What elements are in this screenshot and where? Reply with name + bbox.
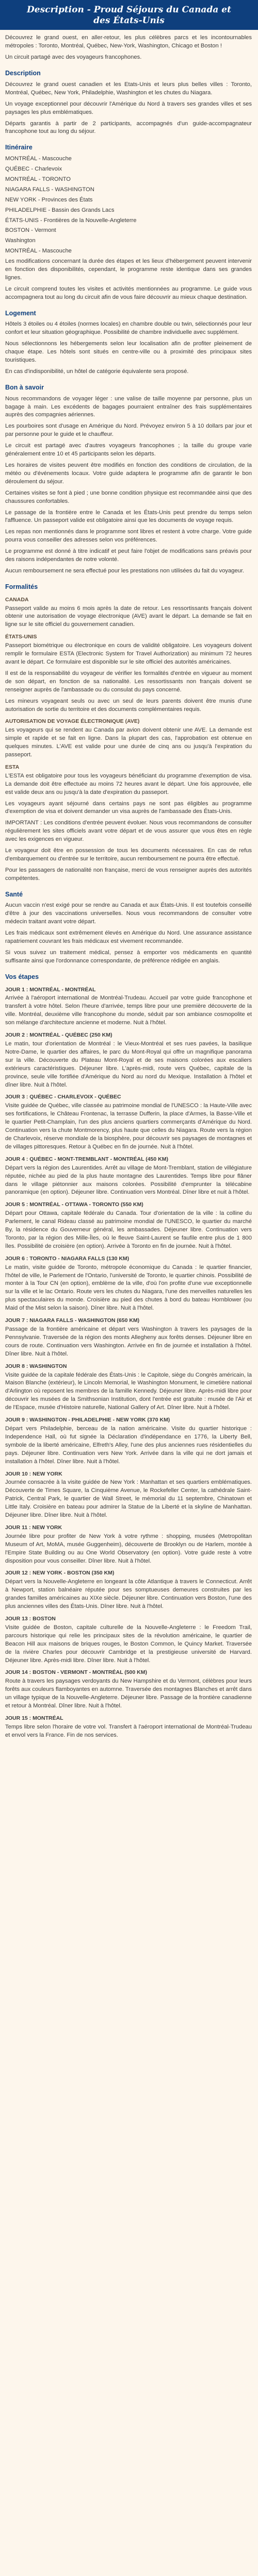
description-paragraph: Départs garantis à partir de 2 participants, accompagnés d'un guide-accompagnateur francophone tout au long du séjour. — [5, 120, 252, 135]
formalities-subheading: AUTORISATION DE VOYAGE ÉLECTRONIQUE (AVE) — [5, 718, 140, 725]
itinerary-list — [5, 155, 252, 256]
main-content — [0, 30, 258, 1748]
lodging-paragraph: Hôtels 3 étoiles ou 4 étoiles (normes locales) en chambre double ou twin, sélectionnés pour leur confort et leur situation géographique. Possibilité de chambre individuelle avec supplément. — [5, 321, 252, 336]
itinerary-line: MONTRÉAL - TORONTO — [5, 176, 71, 182]
good-to-know-paragraph: Les pourboires sont d'usage en Amérique du Nord. Prévoyez environ 5 à 10 dollars par jour et par personne pour le guide et le chauffeur. — [5, 423, 252, 438]
lodging-paragraph: Nous sélectionnons les hébergements selon leur localisation afin de profiter pleinement de chaque étape. Les hôtels sont situés en centre-ville ou à proximité des principaux sites touristiques. — [5, 341, 252, 364]
stage-description: Passage de la frontière américaine et départ vers Washington à travers les paysages de la Pennsylvanie. Traversée de la région des monts Allegheny aux forêts denses. Déjeuner libre en cours de route. Continuation vers Washington. Arrivée en fin de journée et installation à l'hôtel. Dîner libre. Nuit à l'hôtel. — [5, 1326, 252, 1357]
formalities-paragraph: Le voyageur doit être en possession de tous les documents nécessaires. En cas de refus d'embarquement ou d'entrée sur le territoire, aucun remboursement ne pourra être effectué. — [5, 848, 252, 862]
page-title-line-2: des États-Unis — [93, 15, 165, 26]
stage-description: Visite guidée de Boston, capitale culturelle de la Nouvelle-Angleterre : le Freedom Trail, parcours historique qui relie les principaux sites de la révolution américaine, le quartier de Beacon Hill aux maisons de briques rouges, le Boston Common, le Quincy Market. Traversée de la rivière Charles pour découvrir Cambridge et la prestigieuse université de Harvard. Déjeuner libre. Après-midi libre. Dîner libre. Nuit à l'hôtel. — [5, 1624, 252, 1664]
stage-description: Le matin, tour d'orientation de Montréal : le Vieux-Montréal et ses rues pavées, la basilique Notre-Dame, le quartier des affaires, le parc du Mont-Royal qui offre un magnifique panorama sur la ville. Découverte du Plateau Mont-Royal et de ses maisons colorées aux escaliers extérieurs caractéristiques. Déjeuner libre. L'après-midi, route vers Québec, capitale de la province, seule ville fortifiée d'Amérique du Nord au nord du Mexique. Installation à l'hôtel et dîner libre. Nuit à l'hôtel. — [5, 1041, 252, 1088]
formalities-subheading: CANADA — [5, 596, 29, 603]
itinerary-paragraph: Le circuit comprend toutes les visites et activités mentionnées au programme. Le guide vous accompagnera tout au long du circuit afin de vous faire découvrir au mieux chaque destination. — [5, 285, 252, 300]
description-paragraph: Un voyage exceptionnel pour découvrir l'Amérique du Nord à travers ses grandes villes et ses paysages les plus emblématiques. — [5, 100, 252, 115]
formalities-paragraph: Il est de la responsabilité du voyageur de vérifier les formalités d'entrée en vigueur au moment de son départ, en fonction de sa nationalité. Les ressortissants non français doivent se renseigner auprès de l'ambassade ou du consulat du pays concerné. — [5, 670, 252, 693]
stage-description: Visite guidée de la capitale fédérale des États-Unis : le Capitole, siège du Congrès américain, la Maison Blanche (extérieur), le Lincoln Memorial, le Washington Monument, le cimetière national d'Arlington où reposent les membres de la famille Kennedy. Déjeuner libre. Après-midi libre pour découvrir les musées de la Smithsonian Institution, dont l'entrée est gratuite : musée de l'Air et de l'Espace, musée d'Histoire naturelle, National Gallery of Art. Dîner libre. Nuit à l'hôtel. — [5, 1371, 252, 1411]
itinerary-line: BOSTON - Vermont — [5, 227, 56, 234]
section-title-stages: Vos étapes — [5, 973, 39, 980]
formalities-paragraph: Les voyageurs ayant séjourné dans certains pays ne sont pas éligibles au programme d'exemption de visa et doivent demander un visa auprès de l'ambassade des États-Unis. — [5, 800, 252, 815]
page-title — [0, 5, 258, 26]
section-title-description: Description — [5, 70, 41, 77]
stage-title: JOUR 10 : NEW YORK — [5, 1470, 62, 1477]
good-to-know-paragraph: Le programme est donné à titre indicatif et peut faire l'objet de modifications sans préavis pour des raisons indépendantes de notre volonté. — [5, 548, 252, 563]
good-to-know-paragraph: Les repas non mentionnés dans le programme sont libres et restent à votre charge. Votre guide pourra vous conseiller des adresses selon vos préférences. — [5, 529, 252, 544]
stage-description: Départ vers Philadelphie, berceau de la nation américaine. Visite du quartier historique : Independence Hall, où fut signée la Déclaration d'indépendance en 1776, la Liberty Bell, symbole de la liberté américaine, Elfreth's Alley, l'une des plus anciennes rues résidentielles du pays. Déjeuner libre. Continuation vers New York. Arrivée dans la ville qui ne dort jamais et installation à l'hôtel. Dîner libre. Nuit à l'hôtel. — [5, 1425, 252, 1465]
health-paragraph: Si vous suivez un traitement médical, pensez à emporter vos médicaments en quantité suffisante ainsi que l'ordonnance correspondante, de préférence rédigée en anglais. — [5, 950, 252, 964]
formalities-subheading: ESTA — [5, 764, 20, 770]
stage-title: JOUR 8 : WASHINGTON — [5, 1363, 67, 1369]
stage-description: Arrivée à l'aéroport international de Montréal-Trudeau. Accueil par votre guide francophone et transfert à votre hôtel. Selon l'heure d'arrivée, temps libre pour une première découverte de la ville. Montréal, deuxième ville francophone du monde, séduit par son ambiance cosmopolite et son mélange d'architecture ancienne et moderne. Nuit à l'hôtel. — [5, 995, 252, 1026]
itinerary-line: ÉTATS-UNIS - Frontières de la Nouvelle-Angleterre — [5, 217, 137, 224]
stage-title: JOUR 5 : MONTRÉAL - OTTAWA - TORONTO (550 KM) — [5, 1201, 143, 1208]
description-paragraph: Découvrez le grand ouest canadien et les Etats-Unis et leurs plus belles villes : Toronto, Montréal, Québec, New York, Philadelphie, Washington et les chutes du Niagara. — [5, 81, 252, 96]
stage-description: Départ vers la région des Laurentides. Arrêt au village de Mont-Tremblant, station de villégiature réputée, nichée au pied de la plus haute montagne des Laurentides. Temps libre pour flâner dans le village piétonnier aux maisons colorées. Possibilité d'emprunter la télécabine panoramique (en option). Déjeuner libre. Continuation vers Montréal. Dîner libre et nuit à l'hôtel. — [5, 1164, 252, 1196]
page-banner — [0, 0, 258, 30]
good-to-know-paragraph: Le circuit est partagé avec d'autres voyageurs francophones ; la taille du groupe varie généralement entre 10 et 45 participants selon les départs. — [5, 443, 252, 457]
section-title-itinerary: Itinéraire — [5, 144, 33, 151]
stage-description: Départ pour Ottawa, capitale fédérale du Canada. Tour d'orientation de la ville : la colline du Parlement, le canal Rideau classé au patrimoine mondial de l'UNESCO, le quartier du marché By, la résidence du Gouverneur général, les ambassades. Déjeuner libre. Continuation vers Toronto, par la région des Mille-Îles, où le fleuve Saint-Laurent se faufile entre plus de 1 800 îles. Possibilité de croisière (en option). Arrivée à Toronto en fin de journée. Nuit à l'hôtel. — [5, 1210, 252, 1249]
stage-title: JOUR 11 : NEW YORK — [5, 1524, 62, 1531]
intro-paragraph: Un circuit partagé avec des voyageurs francophones. — [5, 54, 142, 61]
section-title-lodging: Logement — [5, 309, 36, 317]
itinerary-line: MONTRÉAL - Mascouche — [5, 156, 72, 162]
stage-title: JOUR 3 : QUÉBEC - CHARLEVOIX - QUÉBEC — [5, 1094, 121, 1100]
formalities-paragraph: Passeport biométrique ou électronique en cours de validité obligatoire. Les voyageurs doivent remplir le formulaire ESTA (Electronic System for Travel Authorization) au minimum 72 heures avant le départ. Ce formulaire est disponible sur le site officiel des autorités américaines. — [5, 642, 252, 665]
health-paragraph: Les frais médicaux sont extrêmement élevés en Amérique du Nord. Une assurance assistance rapatriement couvrant les frais médicaux est vivement recommandée. — [5, 930, 252, 945]
section-title-formalities: Formalités — [5, 583, 38, 590]
itinerary-line: NEW YORK - Provinces des États — [5, 196, 93, 203]
formalities-paragraph: Les voyageurs qui se rendent au Canada par avion doivent obtenir une AVE. La demande est simple et rapide et se fait en ligne. Dans la plupart des cas, l'approbation est obtenue en quelques minutes. L'AVE est valide pour une durée de cinq ans ou jusqu'à l'expiration du passeport. — [5, 727, 252, 758]
stage-description: Temps libre selon l'horaire de votre vol. Transfert à l'aéroport international de Montréal-Trudeau et envol vers la France. Fin de nos services. — [5, 1723, 252, 1738]
health-paragraph: Aucun vaccin n'est exigé pour se rendre au Canada et aux États-Unis. Il est toutefois conseillé d'être à jour des vaccinations universelles. Nous vous recommandons de consulter votre médecin traitant avant votre départ. — [5, 902, 252, 925]
page-title-line-1: Description - Proud Séjours du Canada et — [27, 5, 231, 15]
good-to-know-paragraph: Les horaires de visites peuvent être modifiés en fonction des conditions de circulation, de la météo ou d'événements locaux. Votre guide adaptera le programme afin de garantir le bon déroulement du séjour. — [5, 462, 252, 485]
formalities-paragraph: Passeport valide au moins 6 mois après la date de retour. Les ressortissants français doivent obtenir une autorisation de voyage électronique (AVE) avant le départ. La demande se fait en ligne sur le site officiel du gouvernement canadien. — [5, 605, 252, 628]
section-title-health: Santé — [5, 890, 23, 898]
stage-title: JOUR 14 : BOSTON - VERMONT - MONTRÉAL (500 KM) — [5, 1669, 147, 1676]
good-to-know-paragraph: Nous recommandons de voyager léger : une valise de taille moyenne par personne, plus un bagage à main. Les excédents de bagages pourraient entraîner des frais supplémentaires auprès des compagnies aériennes. — [5, 395, 252, 418]
stage-description: Journée consacrée à la visite guidée de New York : Manhattan et ses quartiers emblématiques. Découverte de Times Square, la Cinquième Avenue, le Rockefeller Center, la cathédrale Saint-Patrick, Central Park, le quartier de Wall Street, le mémorial du 11 septembre, Chinatown et Little Italy. Croisière en bateau pour admirer la Statue de la Liberté et la skyline de Manhattan. Déjeuner libre. Dîner libre. Nuit à l'hôtel. — [5, 1479, 252, 1519]
stage-title: JOUR 13 : BOSTON — [5, 1616, 56, 1622]
stage-title: JOUR 12 : NEW YORK - BOSTON (350 KM) — [5, 1570, 115, 1577]
itinerary-line: Washington — [5, 238, 36, 244]
formalities-paragraph: Les mineurs voyageant seuls ou avec un seul de leurs parents doivent être munis d'une autorisation de sortie du territoire et des documents complémentaires requis. — [5, 698, 252, 713]
stage-description: Route à travers les paysages verdoyants du New Hampshire et du Vermont, célèbres pour leurs forêts aux couleurs flamboyantes en automne. Traversée des montagnes Blanches et arrêt dans un village typique de la Nouvelle-Angleterre. Déjeuner libre. Passage de la frontière canadienne et retour à Montréal. Dîner libre. Nuit à l'hôtel. — [5, 1678, 252, 1709]
itinerary-line: MONTRÉAL - Mascouche — [5, 248, 72, 255]
stage-title: JOUR 7 : NIAGARA FALLS - WASHINGTON (650 KM) — [5, 1317, 140, 1324]
stage-description: Journée libre pour profiter de New York à votre rythme : shopping, musées (Metropolitan Museum of Art, MoMA, musée Guggenheim), découverte de Brooklyn ou de Harlem, montée à l'Empire State Building ou au One World Observatory (en option). Votre guide reste à votre disposition pour vous conseiller. Dîner libre. Nuit à l'hôtel. — [5, 1533, 252, 1564]
itinerary-line: NIAGARA FALLS - WASHINGTON — [5, 186, 94, 193]
stage-title: JOUR 1 : MONTRÉAL - MONTRÉAL — [5, 986, 96, 993]
stage-description: Visite guidée de Québec, ville classée au patrimoine mondial de l'UNESCO : la Haute-Ville avec ses fortifications, le Château Frontenac, la terrasse Dufferin, la place d'Armes, la Basse-Ville et le quartier Petit-Champlain, l'un des plus anciens quartiers commerçants d'Amérique du Nord. Continuation vers la chute Montmorency, plus haute que celles du Niagara. Route vers la région de Charlevoix, réserve mondiale de la biosphère, pour découvrir ses paysages de montagnes et de villages pittoresques. Retour à Québec en fin de journée. Nuit à l'hôtel. — [5, 1103, 252, 1150]
itinerary-line: PHILADELPHIE - Bassin des Grands Lacs — [5, 207, 115, 213]
stage-title: JOUR 9 : WASHINGTON - PHILADELPHIE - NEW YORK (370 KM) — [5, 1417, 170, 1423]
formalities-paragraph: IMPORTANT : Les conditions d'entrée peuvent évoluer. Nous vous recommandons de consulter régulièrement les sites officiels avant votre départ et de vous assurer que vous êtes en règle avec les exigences en vigueur. — [5, 820, 252, 843]
section-title-good-to-know: Bon à savoir — [5, 383, 44, 391]
good-to-know-paragraph: Le passage de la frontière entre le Canada et les États-Unis peut prendre du temps selon l'affluence. Un passeport valide est obligatoire ainsi que les documents de voyage requis. — [5, 509, 252, 524]
stage-title: JOUR 6 : TORONTO - NIAGARA FALLS (130 KM) — [5, 1255, 130, 1262]
stage-title: JOUR 4 : QUÉBEC - MONT-TREMBLANT - MONTRÉAL (450 KM) — [5, 1156, 168, 1162]
stage-title: JOUR 15 : MONTRÉAL — [5, 1715, 63, 1721]
formalities-paragraph: L'ESTA est obligatoire pour tous les voyageurs bénéficiant du programme d'exemption de visa. La demande doit être effectuée au moins 72 heures avant le départ. Une fois approuvée, elle est valide deux ans ou jusqu'à la date d'expiration du passeport. — [5, 772, 252, 795]
itinerary-line: QUÉBEC - Charlevoix — [5, 166, 62, 173]
formalities-subheading: ÉTATS-UNIS — [5, 634, 37, 640]
good-to-know-paragraph: Aucun remboursement ne sera effectué pour les prestations non utilisées du fait du voyageur. — [5, 567, 245, 574]
formalities-paragraph: Pour les passagers de nationalité non française, merci de vous renseigner auprès des autorités compétentes. — [5, 867, 252, 882]
itinerary-paragraph: Les modifications concernant la durée des étapes et les lieux d'hébergement peuvent intervenir en fonction des disponibilités, cependant, le programme reste identique dans ses grandes lignes. — [5, 258, 252, 281]
stages-list — [5, 986, 252, 1740]
stage-description: Le matin, visite guidée de Toronto, métropole économique du Canada : le quartier financier, l'hôtel de ville, le Parlement de l'Ontario, l'université de Toronto, le quartier chinois. Possibilité de monter à la Tour CN (en option), emblème de la ville, d'où l'on profite d'une vue exceptionnelle sur la ville et le lac Ontario. Route vers les chutes du Niagara, l'une des merveilles naturelles les plus spectaculaires du monde. Croisière au pied des chutes à bord du bateau Hornblower (ou Maid of the Mist selon la saison). Dîner libre. Nuit à l'hôtel. — [5, 1264, 252, 1312]
stage-title: JOUR 2 : MONTRÉAL - QUÉBEC (250 KM) — [5, 1032, 112, 1039]
lodging-paragraph: En cas d'indisponibilité, un hôtel de catégorie équivalente sera proposé. — [5, 368, 189, 375]
intro-paragraph: Découvrez le grand ouest, en aller-retour, les plus célèbres parcs et les incontournables métropoles : Toronto, Montréal, Québec, New-York, Washington, Chicago et Boston ! — [5, 35, 252, 49]
good-to-know-paragraph: Certaines visites se font à pied ; une bonne condition physique est recommandée ainsi que des chaussures confortables. — [5, 489, 252, 504]
stage-description: Départ vers la Nouvelle-Angleterre en longeant la côte Atlantique à travers le Connecticut. Arrêt à Newport, station balnéaire réputée pour ses somptueuses demeures construites par les grandes familles américaines au XIXe siècle. Déjeuner libre. Continuation vers Boston, l'une des plus anciennes villes des États-Unis. Dîner libre. Nuit à l'hôtel. — [5, 1579, 252, 1610]
